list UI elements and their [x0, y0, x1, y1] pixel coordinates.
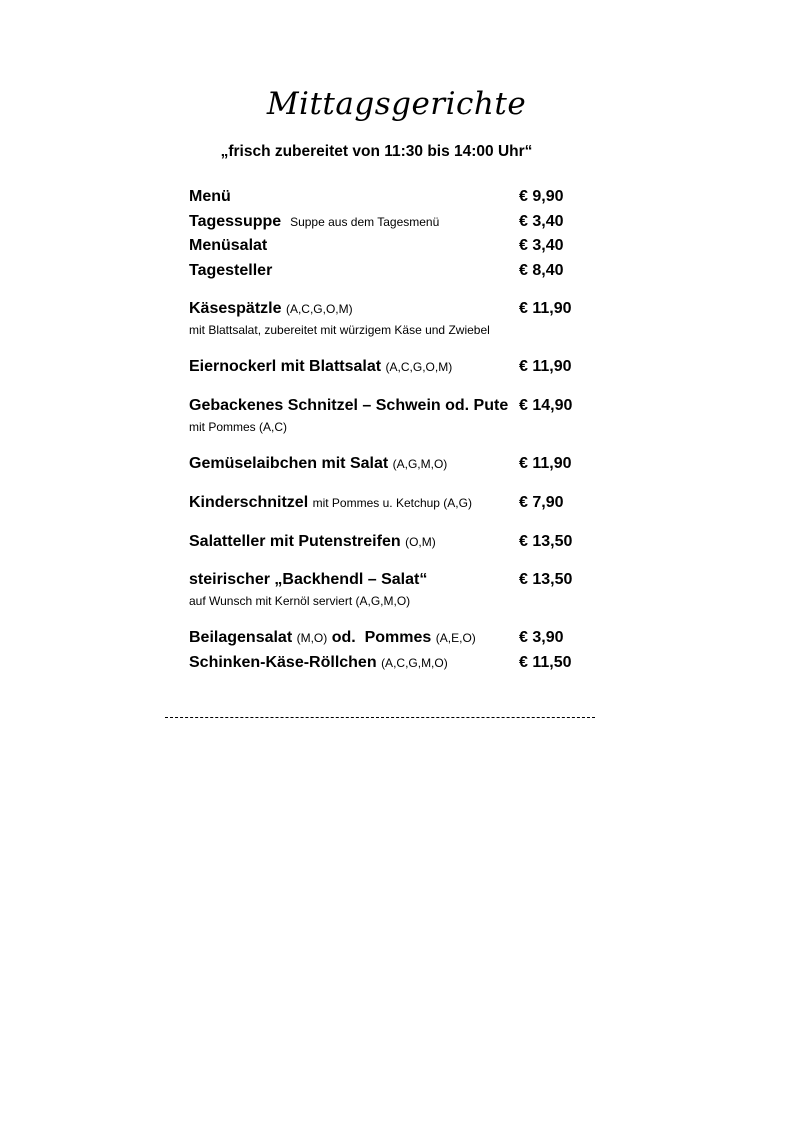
- serving-hours: „frisch zubereitet von 11:30 bis 14:00 Uhr“: [220, 143, 533, 160]
- menu-item: [189, 492, 589, 516]
- item-allergens: (A,G,M,O): [392, 457, 448, 471]
- menu-item: [189, 531, 589, 555]
- menu-item: [189, 569, 589, 593]
- item-price: € 13,50: [519, 571, 573, 588]
- menu-item: [189, 260, 589, 284]
- item-connector: od.: [331, 629, 356, 646]
- menu-item: [189, 211, 589, 235]
- item-description: mit Blattsalat, zubereitet mit würzigem Käse und Zwiebel: [189, 323, 490, 337]
- item-name: Tagesteller: [189, 262, 273, 279]
- item-description: auf Wunsch mit Kernöl serviert (A,G,M,O): [189, 594, 411, 608]
- menu-title: Mittagsgerichte: [266, 86, 527, 122]
- item-price: € 8,40: [519, 262, 564, 279]
- menu-item: [189, 395, 589, 419]
- item-name: Schinken-Käse-Röllchen: [189, 654, 377, 671]
- item-price: € 11,90: [519, 358, 572, 375]
- item-name: steirischer „Backhendl – Salat“: [189, 571, 428, 588]
- item-name: Menüsalat: [189, 237, 268, 254]
- item-allergens: (M,O): [296, 631, 328, 645]
- item-price: € 14,90: [519, 397, 573, 414]
- item-allergens: (O,M): [405, 535, 436, 549]
- item-name-alt: Pommes: [364, 629, 432, 646]
- menu-item: [189, 453, 589, 477]
- item-name: Tagessuppe: [189, 213, 282, 230]
- menu-item: [189, 652, 589, 676]
- item-allergens-alt: (A,E,O): [435, 631, 476, 645]
- item-name: Eiernockerl mit Blattsalat: [189, 358, 382, 375]
- item-allergens: (A,C,G,M,O): [381, 656, 448, 670]
- item-name: Kinderschnitzel: [189, 494, 309, 511]
- item-price: € 3,40: [519, 213, 564, 230]
- item-name: Käsespätzle: [189, 300, 282, 317]
- item-price: € 7,90: [519, 494, 564, 511]
- item-name: Gebackenes Schnitzel – Schwein od. Pute: [189, 397, 509, 414]
- menu-item: [189, 627, 589, 651]
- item-price: € 3,40: [519, 237, 564, 254]
- menu-item: [189, 356, 589, 380]
- menu-item: [189, 235, 589, 259]
- dashed-divider: [165, 717, 595, 718]
- menu-item: [189, 186, 589, 210]
- item-price: € 3,90: [519, 629, 564, 646]
- item-allergens: (A,C,G,O,M): [385, 360, 453, 374]
- item-note: Suppe aus dem Tagesmenü: [290, 215, 440, 229]
- item-price: € 13,50: [519, 533, 573, 550]
- item-name: Salatteller mit Putenstreifen: [189, 533, 401, 550]
- item-allergens: (A,C,G,O,M): [285, 302, 353, 316]
- item-description: mit Pommes (A,C): [189, 420, 288, 434]
- item-price: € 9,90: [519, 188, 564, 205]
- item-price: € 11,50: [519, 654, 572, 671]
- item-price: € 11,90: [519, 300, 572, 317]
- item-note: mit Pommes u. Ketchup (A,G): [312, 496, 472, 510]
- menu-item: [189, 298, 589, 322]
- item-price: € 11,90: [519, 455, 572, 472]
- item-name: Beilagensalat: [189, 629, 293, 646]
- item-name: Menü: [189, 188, 231, 205]
- item-name: Gemüselaibchen mit Salat: [189, 455, 389, 472]
